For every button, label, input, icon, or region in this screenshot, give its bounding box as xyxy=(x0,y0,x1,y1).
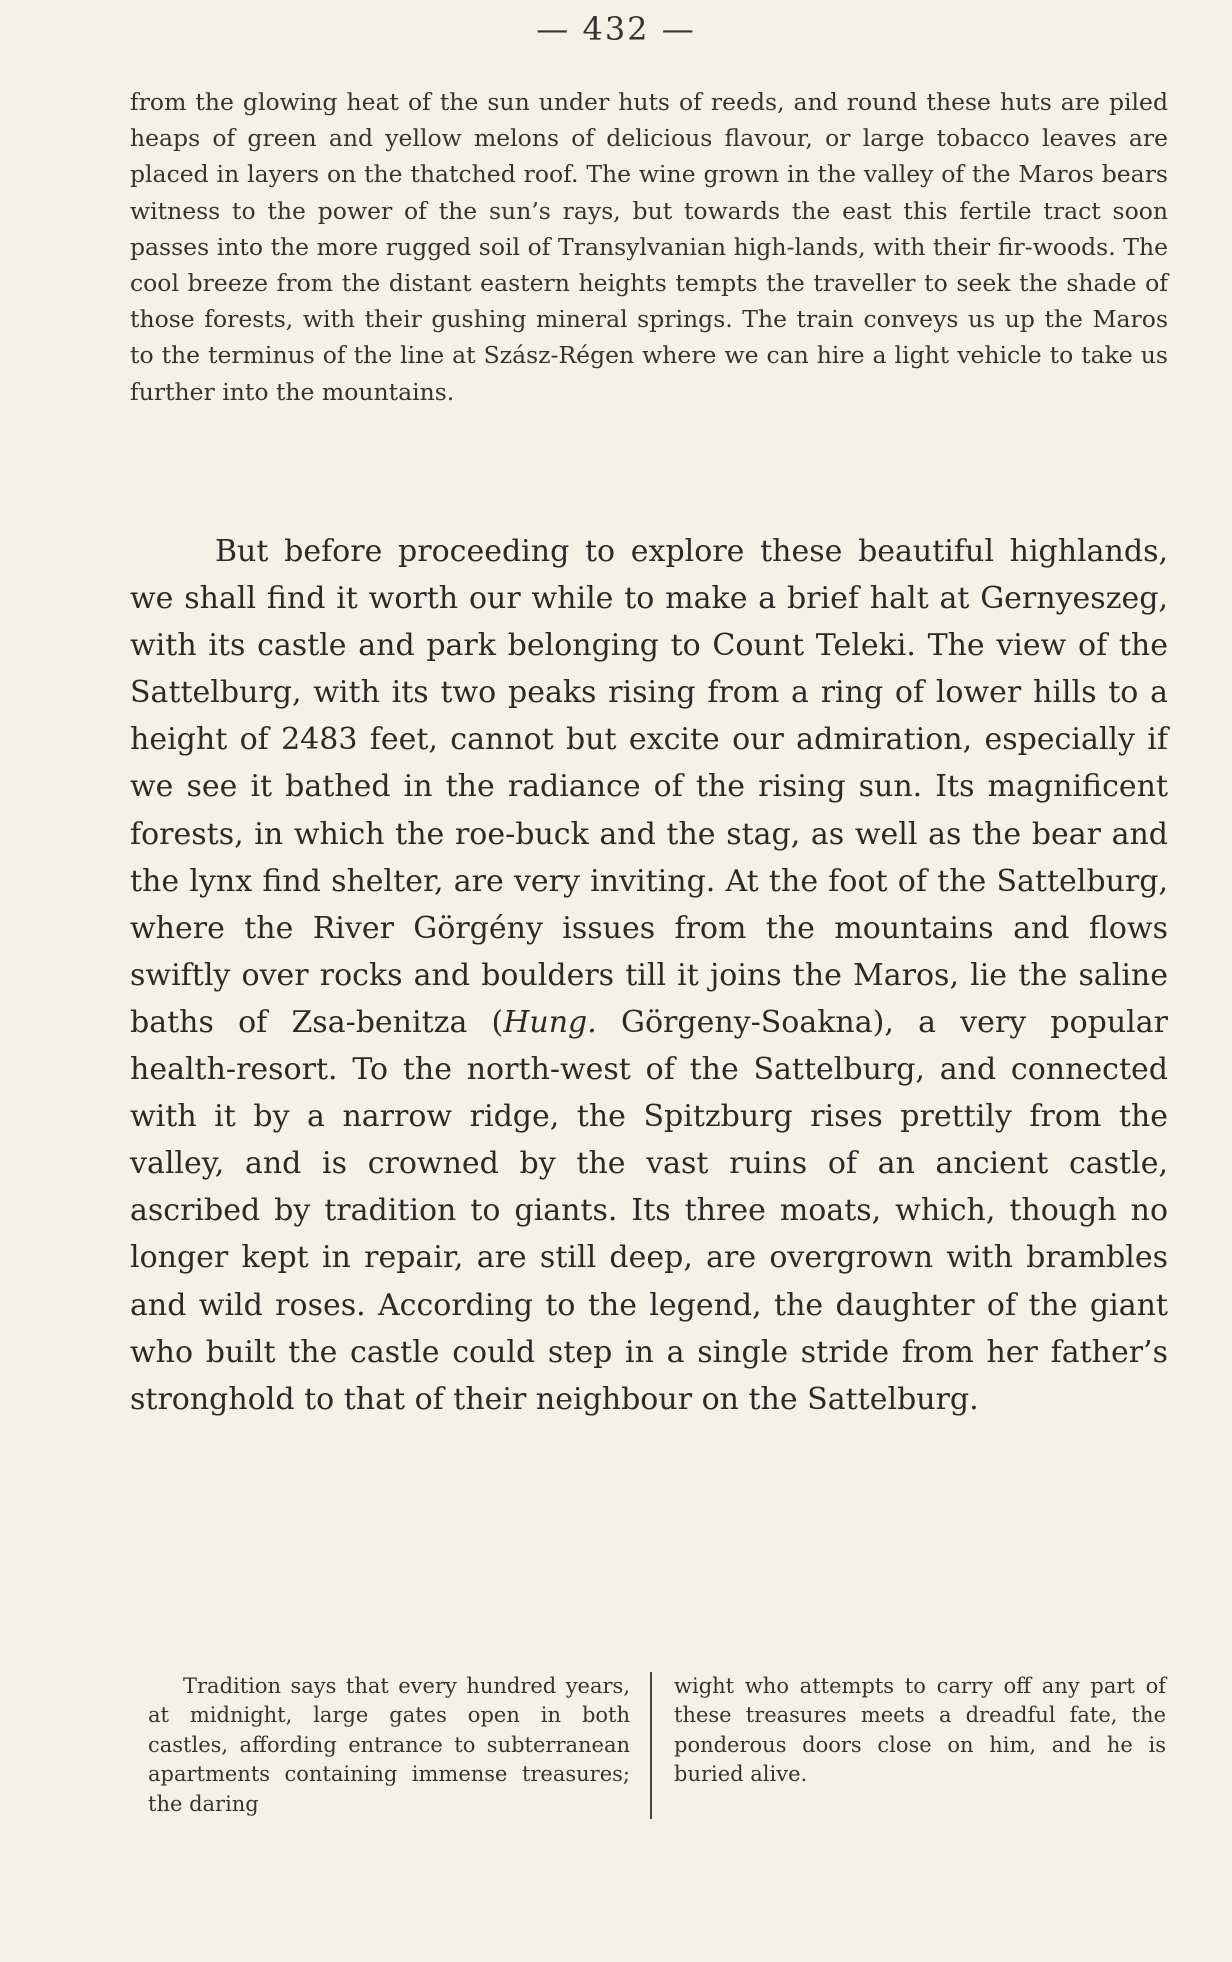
paragraph-small-text: from the glowing heat of the sun under huts of reeds, and round these huts are piled heaps of green and yellow melons of delicious flavour, or large tobacco leaves are placed in layers on the thatched roof. The wine grown in the valley of the Maros bears witness to the power of the sun’s rays, but towards the east this fertile tract soon passes into the more rugged soil of Transylvanian high-lands, with their fir-woods. The cool breeze from the distant eastern heights tempts the traveller to seek the shade of those forests, with their gushing mineral springs. The train conveys us up the Maros to the terminus of the line at Szász-Régen where we can hire a light vehicle to take us further into the mountains. xyxy=(130,88,1168,406)
paragraph-large-part-2: Görgeny-Soakna), a very popular health-resort. To the north-west of the Sattelburg, and connected with it by a narrow ridge, the Spitzburg rises prettily from the valley, and is crowned by the vast ruins of an ancient castle, ascribed by tradition to giants. Its three moats, which, though no longer kept in repair, are still deep, are overgrown with brambles and wild roses. According to the legend, the daughter of the giant who built the castle could step in a single stride from her father’s stronghold to that of their neighbour on the Sattelburg. xyxy=(130,1004,1168,1417)
paragraph-large-part-1: But before proceeding to explore these beautiful highlands, we shall find it worth our while to make a brief halt at Gernyeszeg, with its castle and park belonging to Count Teleki. The view of the Sattelburg, with its two peaks rising from a ring of lower hills to a height of 2483 feet, cannot but excite our admiration, especially if we see it bathed in the radiance of the rising sun. Its magnificent forests, in which the roe-buck and the stag, as well as the bear and the lynx find shelter, are very inviting. At the foot of the Sattelburg, where the River Görgény issues from the mountains and flows swiftly over rocks and boulders till it joins the Maros, lie the saline baths of Zsa-benitza ( xyxy=(130,534,1168,1040)
italic-abbreviation: Hung. xyxy=(503,1004,597,1040)
footnote-left-column: Tradition says that every hundred years, at midnight, large gates open in both castles, affording entrance to subterranean apartments containing immense treasures; the daring xyxy=(148,1672,652,1819)
footnote-right-column: wight who attempts to carry off any part of these treasures meets a dreadful fate, the ponderous doors close on him, and he is buried alive. xyxy=(674,1674,1166,1787)
footnote xyxy=(148,1672,1168,1819)
paragraph-small-print xyxy=(130,84,1168,410)
page-number: — 432 — xyxy=(536,10,696,48)
paragraph-large-print xyxy=(130,528,1168,1423)
paragraph-large-text xyxy=(130,528,1168,1423)
